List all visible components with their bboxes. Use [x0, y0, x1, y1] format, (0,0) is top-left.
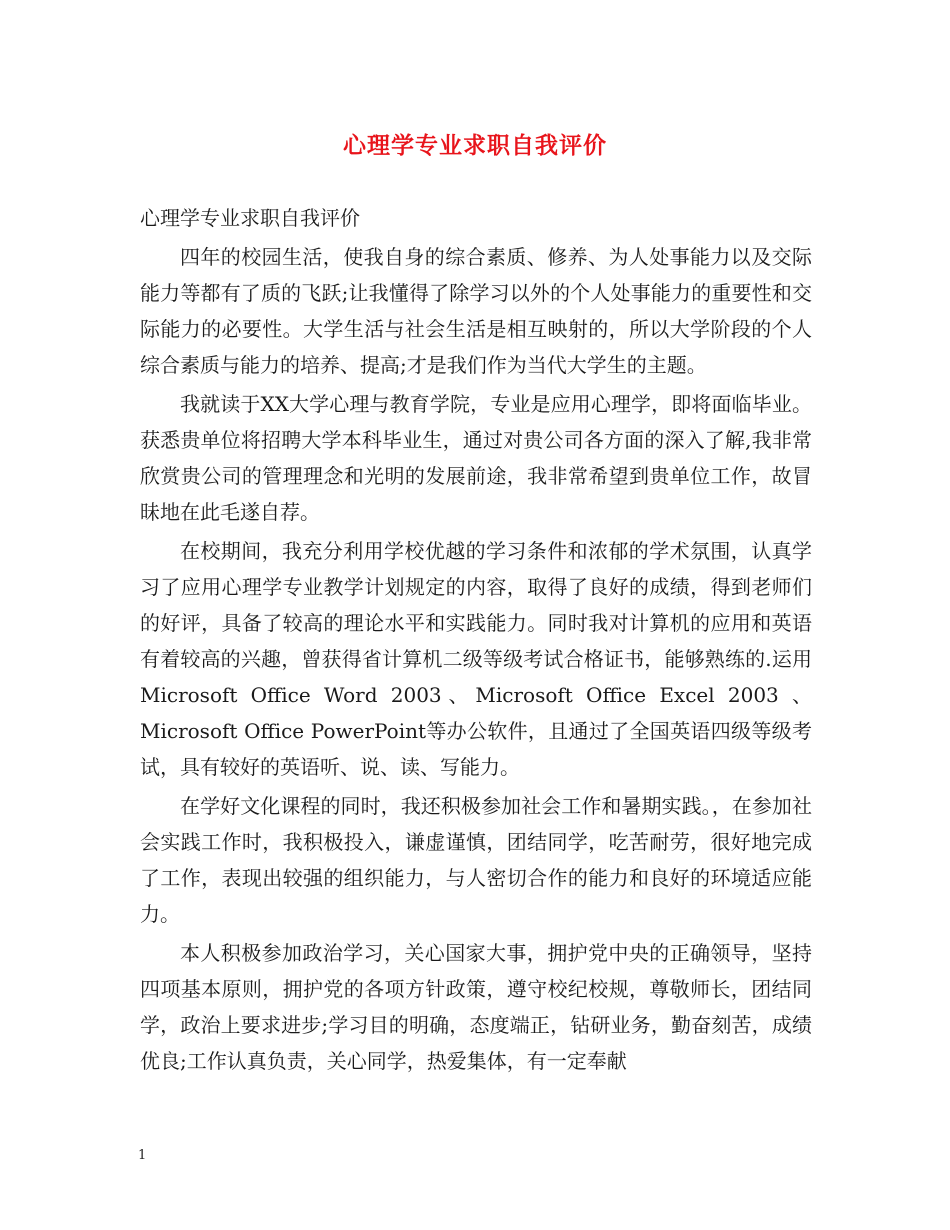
paragraph-4: 在学好文化课程的同时，我还积极参加社会工作和暑期实践。，在参加社会实践工作时，我积极投入，谦虚谨慎，团结同学，吃苦耐劳，很好地完成了工作，表现出较强的组织能力，与人密切合作的能力和良好的环境适应能力。	[140, 794, 812, 926]
document-body	[140, 200, 812, 1082]
paragraph-3: 在校期间，我充分利用学校优越的学习条件和浓郁的学术氛围，认真学习了应用心理学专业教学计划规定的内容，取得了良好的成绩，得到老师们的好评，具备了较高的理论水平和实践能力。同时我对计算机的应用和英语有着较高的兴趣，曾获得省计算机二级等级考试合格证书，能够熟练的.运用Microsoft Office Word 2003、Microsoft Office Excel 2003 、Microsoft Office PowerPoint等办公软件，且通过了全国英语四级等级考试，具有较好的英语听、说、读、写能力。	[140, 539, 812, 779]
paragraph-5: 本人积极参加政治学习，关心国家大事，拥护党中央的正确领导，坚持四项基本原则，拥护党的各项方针政策，遵守校纪校规，尊敬师长，团结同学，政治上要求进步;学习目的明确，态度端正，钻研业务，勤奋刻苦，成绩优良;工作认真负责，关心同学，热爱集体，有一定奉献	[140, 941, 812, 1073]
document-title: 心理学专业求职自我评价	[343, 132, 607, 159]
paragraph-2: 我就读于XX大学心理与教育学院，专业是应用心理学，即将面临毕业。获悉贵单位将招聘大学本科毕业生，通过对贵公司各方面的深入了解,我非常欣赏贵公司的管理理念和光明的发展前途，我非常希望到贵单位工作，故冒昧地在此毛遂自荐。	[140, 392, 812, 524]
page-number: 1	[138, 1148, 147, 1163]
paragraph-1: 四年的校园生活，使我自身的综合素质、修养、为人处事能力以及交际能力等都有了质的飞跃;让我懂得了除学习以外的个人处事能力的重要性和交际能力的必要性。大学生活与社会生活是相互映射的，所以大学阶段的个人综合素质与能力的培养、提高;才是我们作为当代大学生的主题。	[140, 245, 812, 377]
document-subtitle: 心理学专业求职自我评价	[140, 206, 360, 230]
